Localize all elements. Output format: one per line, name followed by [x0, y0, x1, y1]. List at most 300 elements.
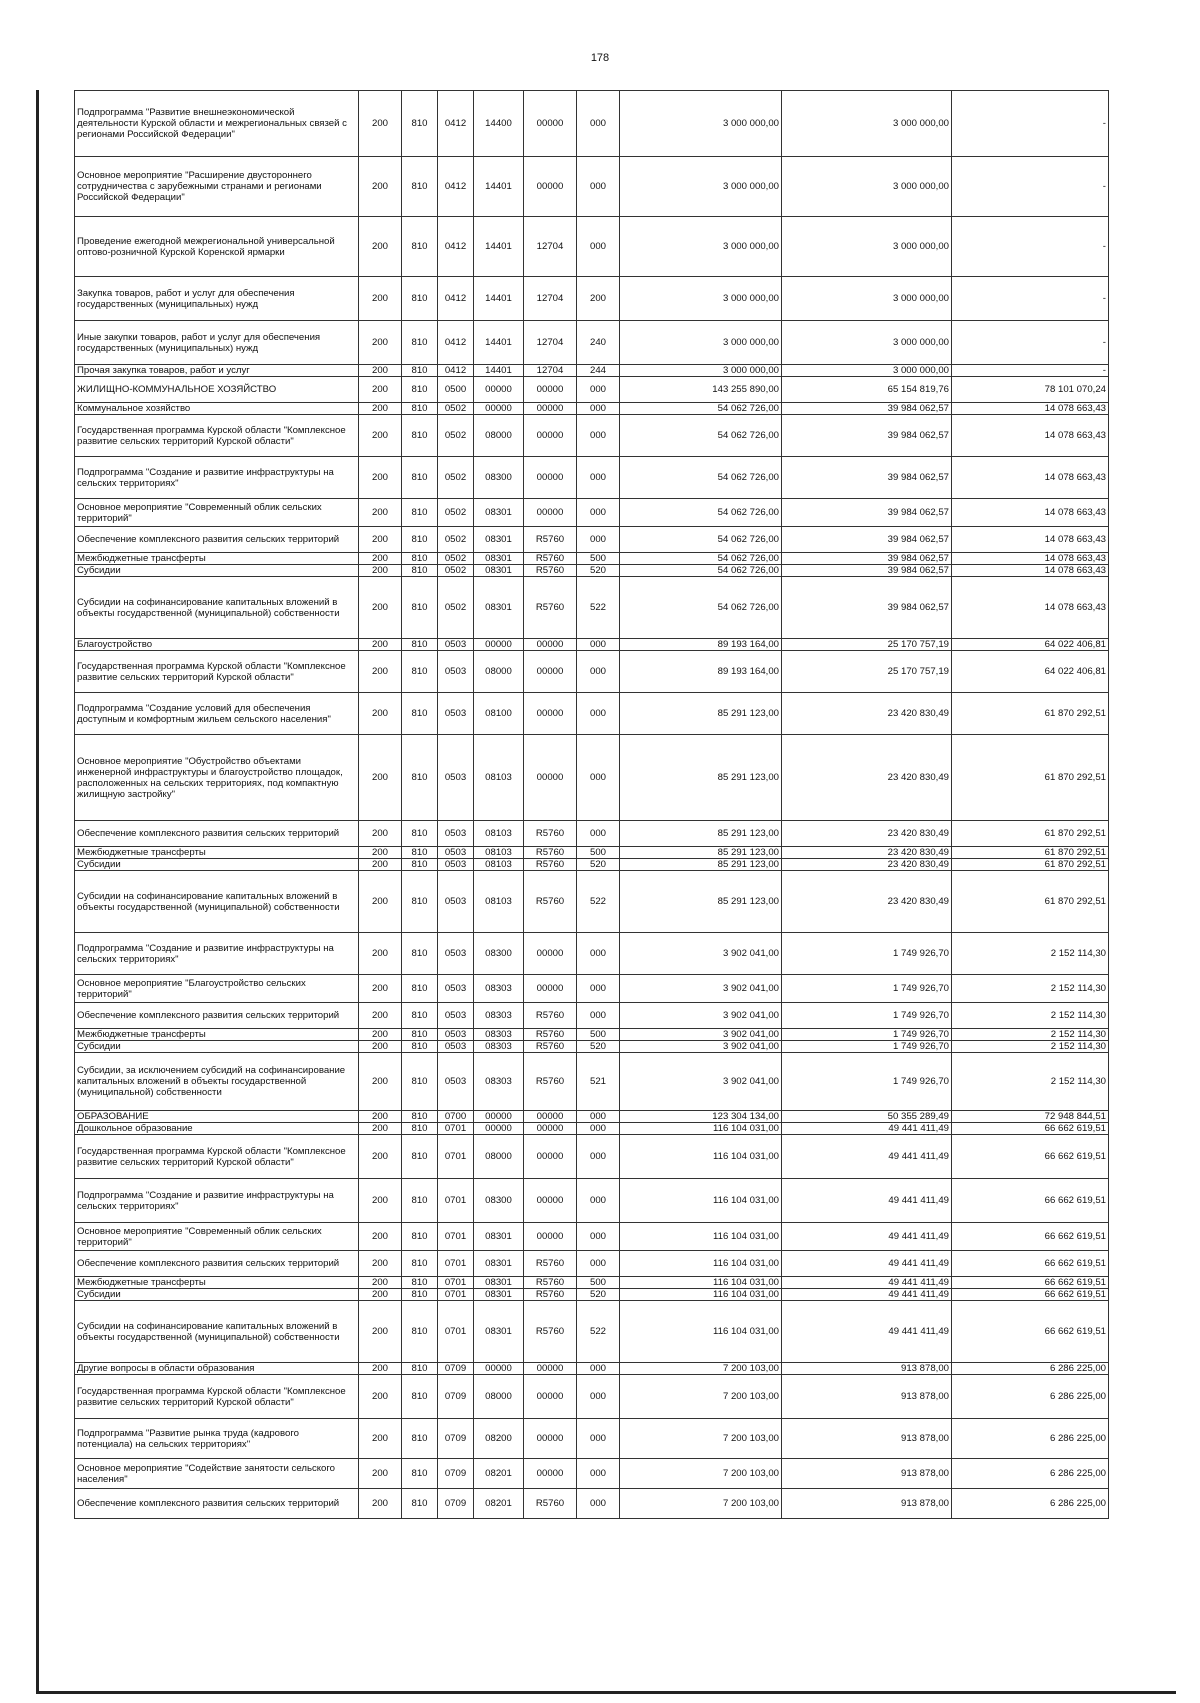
- row-code-chapter: 810: [402, 975, 438, 1003]
- row-amount-executed: 25 170 757,19: [782, 651, 952, 693]
- row-code-program: 08303: [474, 1003, 524, 1029]
- row-name: Закупка товаров, работ и услуг для обеспечения государственных (муниципальных) нужд: [75, 277, 359, 321]
- row-code-section: 0412: [438, 217, 474, 277]
- row-name: Коммунальное хозяйство: [75, 403, 359, 415]
- row-amount-executed: 3 000 000,00: [782, 217, 952, 277]
- row-code-direction: 00000: [524, 415, 577, 457]
- row-amount-remaining: 61 870 292,51: [952, 859, 1109, 871]
- row-name: Субсидии: [75, 1041, 359, 1053]
- row-code-admin: 200: [359, 651, 402, 693]
- row-amount-plan: 54 062 726,00: [620, 527, 782, 553]
- row-amount-executed: 49 441 411,49: [782, 1301, 952, 1363]
- table-row: [75, 277, 1109, 321]
- row-code-kind: 000: [577, 1375, 620, 1419]
- row-code-admin: 200: [359, 321, 402, 365]
- row-amount-executed: 913 878,00: [782, 1489, 952, 1519]
- row-code-section: 0701: [438, 1223, 474, 1251]
- row-amount-executed: 3 000 000,00: [782, 157, 952, 217]
- row-code-chapter: 810: [402, 1277, 438, 1289]
- row-amount-plan: 116 104 031,00: [620, 1135, 782, 1179]
- row-amount-plan: 85 291 123,00: [620, 735, 782, 821]
- row-code-admin: 200: [359, 157, 402, 217]
- row-code-direction: 00000: [524, 1135, 577, 1179]
- row-code-admin: 200: [359, 933, 402, 975]
- row-code-section: 0503: [438, 651, 474, 693]
- row-code-admin: 200: [359, 527, 402, 553]
- row-code-direction: R5760: [524, 1251, 577, 1277]
- row-code-program: 00000: [474, 1363, 524, 1375]
- row-code-direction: R5760: [524, 1489, 577, 1519]
- row-code-section: 0503: [438, 871, 474, 933]
- row-code-kind: 000: [577, 693, 620, 735]
- row-amount-plan: 89 193 164,00: [620, 651, 782, 693]
- row-name: Межбюджетные трансферты: [75, 847, 359, 859]
- row-code-program: 08303: [474, 1041, 524, 1053]
- table-row: [75, 1111, 1109, 1123]
- row-code-section: 0709: [438, 1419, 474, 1459]
- row-amount-plan: 85 291 123,00: [620, 847, 782, 859]
- row-amount-plan: 116 104 031,00: [620, 1123, 782, 1135]
- row-code-program: 14401: [474, 321, 524, 365]
- row-code-chapter: 810: [402, 277, 438, 321]
- row-amount-executed: 913 878,00: [782, 1419, 952, 1459]
- row-code-program: 00000: [474, 403, 524, 415]
- row-code-kind: 522: [577, 1301, 620, 1363]
- row-code-chapter: 810: [402, 1375, 438, 1419]
- row-amount-remaining: 14 078 663,43: [952, 565, 1109, 577]
- row-amount-executed: 49 441 411,49: [782, 1179, 952, 1223]
- table-row: [75, 365, 1109, 377]
- row-code-chapter: 810: [402, 933, 438, 975]
- row-code-chapter: 810: [402, 1289, 438, 1301]
- row-name: Подпрограмма "Создание и развитие инфраструктуры на сельских территориях": [75, 1179, 359, 1223]
- row-code-program: 08100: [474, 693, 524, 735]
- row-name: Государственная программа Курской области "Комплексное развитие сельских территорий Курской области": [75, 415, 359, 457]
- row-code-chapter: 810: [402, 1123, 438, 1135]
- row-amount-executed: 3 000 000,00: [782, 277, 952, 321]
- row-code-direction: 12704: [524, 217, 577, 277]
- row-code-section: 0502: [438, 499, 474, 527]
- row-code-direction: 00000: [524, 457, 577, 499]
- row-amount-remaining: 66 662 619,51: [952, 1223, 1109, 1251]
- row-name: Основное мероприятие "Расширение двустороннего сотрудничества с зарубежными странами и регионами Российской Федерации": [75, 157, 359, 217]
- row-code-kind: 500: [577, 553, 620, 565]
- row-code-kind: 522: [577, 577, 620, 639]
- row-amount-remaining: -: [952, 157, 1109, 217]
- row-name: Межбюджетные трансферты: [75, 1277, 359, 1289]
- row-amount-plan: 85 291 123,00: [620, 821, 782, 847]
- row-code-section: 0503: [438, 847, 474, 859]
- row-code-direction: R5760: [524, 847, 577, 859]
- row-code-direction: 00000: [524, 1111, 577, 1123]
- row-code-kind: 000: [577, 91, 620, 157]
- row-code-direction: 00000: [524, 933, 577, 975]
- row-code-admin: 200: [359, 871, 402, 933]
- row-code-direction: 00000: [524, 499, 577, 527]
- row-amount-executed: 1 749 926,70: [782, 1029, 952, 1041]
- row-code-chapter: 810: [402, 1251, 438, 1277]
- row-code-program: 08103: [474, 735, 524, 821]
- row-amount-executed: 3 000 000,00: [782, 365, 952, 377]
- row-code-kind: 000: [577, 651, 620, 693]
- row-amount-plan: 116 104 031,00: [620, 1301, 782, 1363]
- row-code-program: 14401: [474, 157, 524, 217]
- row-code-program: 00000: [474, 1111, 524, 1123]
- row-code-chapter: 810: [402, 871, 438, 933]
- row-amount-plan: 3 902 041,00: [620, 933, 782, 975]
- table-row: [75, 1363, 1109, 1375]
- row-amount-plan: 7 200 103,00: [620, 1459, 782, 1489]
- row-amount-executed: 913 878,00: [782, 1363, 952, 1375]
- row-code-chapter: 810: [402, 639, 438, 651]
- row-amount-remaining: -: [952, 277, 1109, 321]
- row-code-kind: 000: [577, 1123, 620, 1135]
- row-amount-executed: 39 984 062,57: [782, 403, 952, 415]
- row-code-kind: 000: [577, 1363, 620, 1375]
- row-amount-remaining: 2 152 114,30: [952, 1053, 1109, 1111]
- row-amount-executed: 913 878,00: [782, 1459, 952, 1489]
- row-code-chapter: 810: [402, 565, 438, 577]
- row-code-section: 0503: [438, 859, 474, 871]
- row-amount-executed: 3 000 000,00: [782, 321, 952, 365]
- row-amount-remaining: 14 078 663,43: [952, 499, 1109, 527]
- row-amount-executed: 39 984 062,57: [782, 565, 952, 577]
- row-code-section: 0701: [438, 1123, 474, 1135]
- row-code-direction: 00000: [524, 1123, 577, 1135]
- table-row: [75, 217, 1109, 277]
- row-code-direction: R5760: [524, 1277, 577, 1289]
- table-row: [75, 1029, 1109, 1041]
- row-code-section: 0701: [438, 1301, 474, 1363]
- row-amount-plan: 3 902 041,00: [620, 1041, 782, 1053]
- row-code-section: 0503: [438, 693, 474, 735]
- row-name: Субсидии на софинансирование капитальных вложений в объекты государственной (муниципальной) собственности: [75, 577, 359, 639]
- row-amount-plan: 7 200 103,00: [620, 1489, 782, 1519]
- row-code-program: 08201: [474, 1489, 524, 1519]
- row-code-kind: 520: [577, 1041, 620, 1053]
- table-row: [75, 377, 1109, 403]
- row-name: Прочая закупка товаров, работ и услуг: [75, 365, 359, 377]
- table-row: [75, 639, 1109, 651]
- row-code-section: 0502: [438, 457, 474, 499]
- row-code-admin: 200: [359, 1419, 402, 1459]
- row-amount-plan: 3 902 041,00: [620, 1053, 782, 1111]
- row-amount-executed: 1 749 926,70: [782, 1003, 952, 1029]
- row-code-admin: 200: [359, 847, 402, 859]
- row-amount-plan: 3 000 000,00: [620, 365, 782, 377]
- row-amount-remaining: 14 078 663,43: [952, 403, 1109, 415]
- row-name: Субсидии, за исключением субсидий на софинансирование капитальных вложений в объекты государственной (муниципальной) собственности: [75, 1053, 359, 1111]
- row-name: Обеспечение комплексного развития сельских территорий: [75, 1489, 359, 1519]
- row-amount-executed: 39 984 062,57: [782, 553, 952, 565]
- table-row: [75, 1419, 1109, 1459]
- row-name: Основное мероприятие "Современный облик сельских территорий": [75, 499, 359, 527]
- row-code-program: 14401: [474, 217, 524, 277]
- row-code-chapter: 810: [402, 1223, 438, 1251]
- row-code-kind: 500: [577, 1029, 620, 1041]
- row-code-chapter: 810: [402, 693, 438, 735]
- row-code-program: 08103: [474, 871, 524, 933]
- row-amount-executed: 23 420 830,49: [782, 871, 952, 933]
- row-amount-executed: 1 749 926,70: [782, 1053, 952, 1111]
- row-amount-plan: 116 104 031,00: [620, 1223, 782, 1251]
- row-amount-executed: 39 984 062,57: [782, 577, 952, 639]
- row-amount-executed: 50 355 289,49: [782, 1111, 952, 1123]
- row-amount-remaining: 2 152 114,30: [952, 1029, 1109, 1041]
- row-amount-remaining: 64 022 406,81: [952, 651, 1109, 693]
- row-name: Основное мероприятие "Благоустройство сельских территорий": [75, 975, 359, 1003]
- row-code-section: 0709: [438, 1375, 474, 1419]
- row-code-section: 0701: [438, 1179, 474, 1223]
- row-code-direction: R5760: [524, 1029, 577, 1041]
- row-amount-plan: 54 062 726,00: [620, 457, 782, 499]
- row-code-program: 14401: [474, 365, 524, 377]
- row-code-section: 0709: [438, 1363, 474, 1375]
- table-row: [75, 403, 1109, 415]
- row-amount-plan: 89 193 164,00: [620, 639, 782, 651]
- row-amount-plan: 54 062 726,00: [620, 499, 782, 527]
- row-name: Подпрограмма "Создание и развитие инфраструктуры на сельских территориях": [75, 457, 359, 499]
- row-code-kind: 521: [577, 1053, 620, 1111]
- row-amount-plan: 54 062 726,00: [620, 577, 782, 639]
- row-amount-remaining: 66 662 619,51: [952, 1251, 1109, 1277]
- row-code-kind: 000: [577, 157, 620, 217]
- row-amount-plan: 3 902 041,00: [620, 1003, 782, 1029]
- row-amount-executed: 913 878,00: [782, 1375, 952, 1419]
- row-amount-plan: 3 000 000,00: [620, 217, 782, 277]
- row-code-chapter: 810: [402, 1489, 438, 1519]
- row-name: Обеспечение комплексного развития сельских территорий: [75, 821, 359, 847]
- row-code-chapter: 810: [402, 1003, 438, 1029]
- row-code-direction: 12704: [524, 321, 577, 365]
- row-code-program: 08301: [474, 553, 524, 565]
- row-code-admin: 200: [359, 1277, 402, 1289]
- row-name: Субсидии на софинансирование капитальных вложений в объекты государственной (муниципальной) собственности: [75, 1301, 359, 1363]
- row-code-direction: R5760: [524, 1041, 577, 1053]
- row-code-program: 08301: [474, 1301, 524, 1363]
- table-row: [75, 821, 1109, 847]
- row-amount-executed: 49 441 411,49: [782, 1223, 952, 1251]
- row-code-kind: 500: [577, 847, 620, 859]
- row-code-chapter: 810: [402, 821, 438, 847]
- row-name: Проведение ежегодной межрегиональной универсальной оптово-розничной Курской Коренской ярмарки: [75, 217, 359, 277]
- row-code-section: 0503: [438, 821, 474, 847]
- row-code-program: 08301: [474, 565, 524, 577]
- table-row: [75, 553, 1109, 565]
- table-row: [75, 1489, 1109, 1519]
- row-code-section: 0412: [438, 91, 474, 157]
- row-code-admin: 200: [359, 1251, 402, 1277]
- row-code-chapter: 810: [402, 1041, 438, 1053]
- row-name: Государственная программа Курской области "Комплексное развитие сельских территорий Курской области": [75, 1135, 359, 1179]
- row-amount-remaining: 6 286 225,00: [952, 1375, 1109, 1419]
- row-name: Основное мероприятие "Обустройство объектами инженерной инфраструктуры и благоустройство площадок, расположенных на сельских территориях, под компактную жилищную застройку": [75, 735, 359, 821]
- row-code-kind: 000: [577, 527, 620, 553]
- row-amount-remaining: 6 286 225,00: [952, 1363, 1109, 1375]
- row-code-section: 0503: [438, 1053, 474, 1111]
- table-row: [75, 1223, 1109, 1251]
- row-amount-executed: 39 984 062,57: [782, 499, 952, 527]
- row-amount-remaining: -: [952, 321, 1109, 365]
- row-code-direction: R5760: [524, 565, 577, 577]
- row-code-section: 0503: [438, 735, 474, 821]
- table-row: [75, 1301, 1109, 1363]
- table-row: [75, 415, 1109, 457]
- row-code-direction: R5760: [524, 871, 577, 933]
- row-code-chapter: 810: [402, 457, 438, 499]
- row-amount-plan: 85 291 123,00: [620, 859, 782, 871]
- row-code-chapter: 810: [402, 527, 438, 553]
- row-code-direction: 00000: [524, 157, 577, 217]
- row-amount-plan: 116 104 031,00: [620, 1179, 782, 1223]
- row-code-kind: 500: [577, 1277, 620, 1289]
- row-code-section: 0700: [438, 1111, 474, 1123]
- row-code-program: 08303: [474, 1053, 524, 1111]
- row-amount-remaining: 2 152 114,30: [952, 933, 1109, 975]
- row-code-section: 0503: [438, 933, 474, 975]
- row-code-direction: 00000: [524, 1375, 577, 1419]
- row-name: Межбюджетные трансферты: [75, 1029, 359, 1041]
- row-name: Обеспечение комплексного развития сельских территорий: [75, 1003, 359, 1029]
- row-code-direction: R5760: [524, 527, 577, 553]
- row-code-program: 00000: [474, 377, 524, 403]
- bottom-margin-line: [36, 1691, 1176, 1694]
- row-code-section: 0701: [438, 1289, 474, 1301]
- row-code-program: 08000: [474, 1135, 524, 1179]
- row-amount-plan: 3 000 000,00: [620, 157, 782, 217]
- row-code-chapter: 810: [402, 157, 438, 217]
- row-code-admin: 200: [359, 365, 402, 377]
- row-code-section: 0701: [438, 1251, 474, 1277]
- row-code-direction: 00000: [524, 1179, 577, 1223]
- row-amount-remaining: 2 152 114,30: [952, 975, 1109, 1003]
- row-amount-remaining: 61 870 292,51: [952, 821, 1109, 847]
- row-amount-remaining: 66 662 619,51: [952, 1301, 1109, 1363]
- row-code-chapter: 810: [402, 859, 438, 871]
- row-name: Обеспечение комплексного развития сельских территорий: [75, 527, 359, 553]
- row-code-kind: 520: [577, 565, 620, 577]
- row-amount-remaining: 14 078 663,43: [952, 415, 1109, 457]
- row-amount-plan: 116 104 031,00: [620, 1251, 782, 1277]
- row-amount-plan: 116 104 031,00: [620, 1277, 782, 1289]
- row-code-section: 0412: [438, 157, 474, 217]
- row-code-chapter: 810: [402, 1459, 438, 1489]
- row-code-program: 08103: [474, 821, 524, 847]
- row-code-program: 08200: [474, 1419, 524, 1459]
- row-code-chapter: 810: [402, 1053, 438, 1111]
- table-row: [75, 1251, 1109, 1277]
- budget-table: [74, 90, 1109, 1519]
- row-code-admin: 200: [359, 1003, 402, 1029]
- row-amount-plan: 3 000 000,00: [620, 277, 782, 321]
- row-code-program: 08103: [474, 859, 524, 871]
- row-code-section: 0502: [438, 403, 474, 415]
- row-code-chapter: 810: [402, 377, 438, 403]
- row-code-section: 0502: [438, 565, 474, 577]
- row-code-admin: 200: [359, 1111, 402, 1123]
- row-code-admin: 200: [359, 565, 402, 577]
- row-amount-remaining: -: [952, 217, 1109, 277]
- row-code-direction: R5760: [524, 577, 577, 639]
- row-code-section: 0503: [438, 1041, 474, 1053]
- row-code-chapter: 810: [402, 1111, 438, 1123]
- row-amount-plan: 85 291 123,00: [620, 693, 782, 735]
- row-name: Подпрограмма "Развитие рынка труда (кадрового потенциала) на сельских территориях": [75, 1419, 359, 1459]
- row-amount-remaining: 14 078 663,43: [952, 553, 1109, 565]
- row-amount-remaining: 66 662 619,51: [952, 1179, 1109, 1223]
- row-name: Основное мероприятие "Содействие занятости сельского населения": [75, 1459, 359, 1489]
- row-code-section: 0412: [438, 321, 474, 365]
- row-code-admin: 200: [359, 1053, 402, 1111]
- row-amount-remaining: 2 152 114,30: [952, 1003, 1109, 1029]
- row-code-kind: 000: [577, 1003, 620, 1029]
- row-code-chapter: 810: [402, 415, 438, 457]
- row-code-direction: 00000: [524, 403, 577, 415]
- row-code-chapter: 810: [402, 91, 438, 157]
- row-amount-executed: 23 420 830,49: [782, 693, 952, 735]
- row-code-chapter: 810: [402, 577, 438, 639]
- row-code-direction: 00000: [524, 975, 577, 1003]
- row-code-chapter: 810: [402, 499, 438, 527]
- row-code-kind: 000: [577, 457, 620, 499]
- table-row: [75, 1003, 1109, 1029]
- row-name: ОБРАЗОВАНИЕ: [75, 1111, 359, 1123]
- row-code-admin: 200: [359, 415, 402, 457]
- row-code-kind: 000: [577, 1111, 620, 1123]
- row-amount-remaining: -: [952, 91, 1109, 157]
- row-code-admin: 200: [359, 553, 402, 565]
- row-code-direction: 00000: [524, 735, 577, 821]
- row-amount-remaining: 66 662 619,51: [952, 1289, 1109, 1301]
- table-row: [75, 1123, 1109, 1135]
- row-code-section: 0500: [438, 377, 474, 403]
- row-amount-remaining: 6 286 225,00: [952, 1419, 1109, 1459]
- table-row: [75, 1289, 1109, 1301]
- left-margin-line: [36, 90, 39, 1692]
- row-code-program: 08000: [474, 1375, 524, 1419]
- row-name: Дошкольное образование: [75, 1123, 359, 1135]
- row-code-kind: 000: [577, 1223, 620, 1251]
- table-row: [75, 1179, 1109, 1223]
- table-row: [75, 975, 1109, 1003]
- row-code-direction: R5760: [524, 1003, 577, 1029]
- row-code-kind: 244: [577, 365, 620, 377]
- row-amount-remaining: 66 662 619,51: [952, 1135, 1109, 1179]
- row-amount-remaining: 61 870 292,51: [952, 693, 1109, 735]
- table-row: [75, 157, 1109, 217]
- row-amount-remaining: 14 078 663,43: [952, 577, 1109, 639]
- table-row: [75, 735, 1109, 821]
- row-code-section: 0503: [438, 1003, 474, 1029]
- row-code-chapter: 810: [402, 1179, 438, 1223]
- row-code-direction: 00000: [524, 639, 577, 651]
- row-name: Субсидии на софинансирование капитальных вложений в объекты государственной (муниципальной) собственности: [75, 871, 359, 933]
- row-code-kind: 000: [577, 639, 620, 651]
- row-code-program: 08303: [474, 975, 524, 1003]
- page-number: 178: [590, 52, 610, 64]
- row-name: Благоустройство: [75, 639, 359, 651]
- row-code-admin: 200: [359, 91, 402, 157]
- row-amount-executed: 1 749 926,70: [782, 933, 952, 975]
- row-amount-plan: 123 304 134,00: [620, 1111, 782, 1123]
- row-amount-plan: 54 062 726,00: [620, 553, 782, 565]
- row-amount-executed: 1 749 926,70: [782, 1041, 952, 1053]
- row-code-admin: 200: [359, 639, 402, 651]
- row-code-program: 08300: [474, 1179, 524, 1223]
- row-code-kind: 000: [577, 1459, 620, 1489]
- row-amount-remaining: 14 078 663,43: [952, 457, 1109, 499]
- row-amount-executed: 49 441 411,49: [782, 1289, 952, 1301]
